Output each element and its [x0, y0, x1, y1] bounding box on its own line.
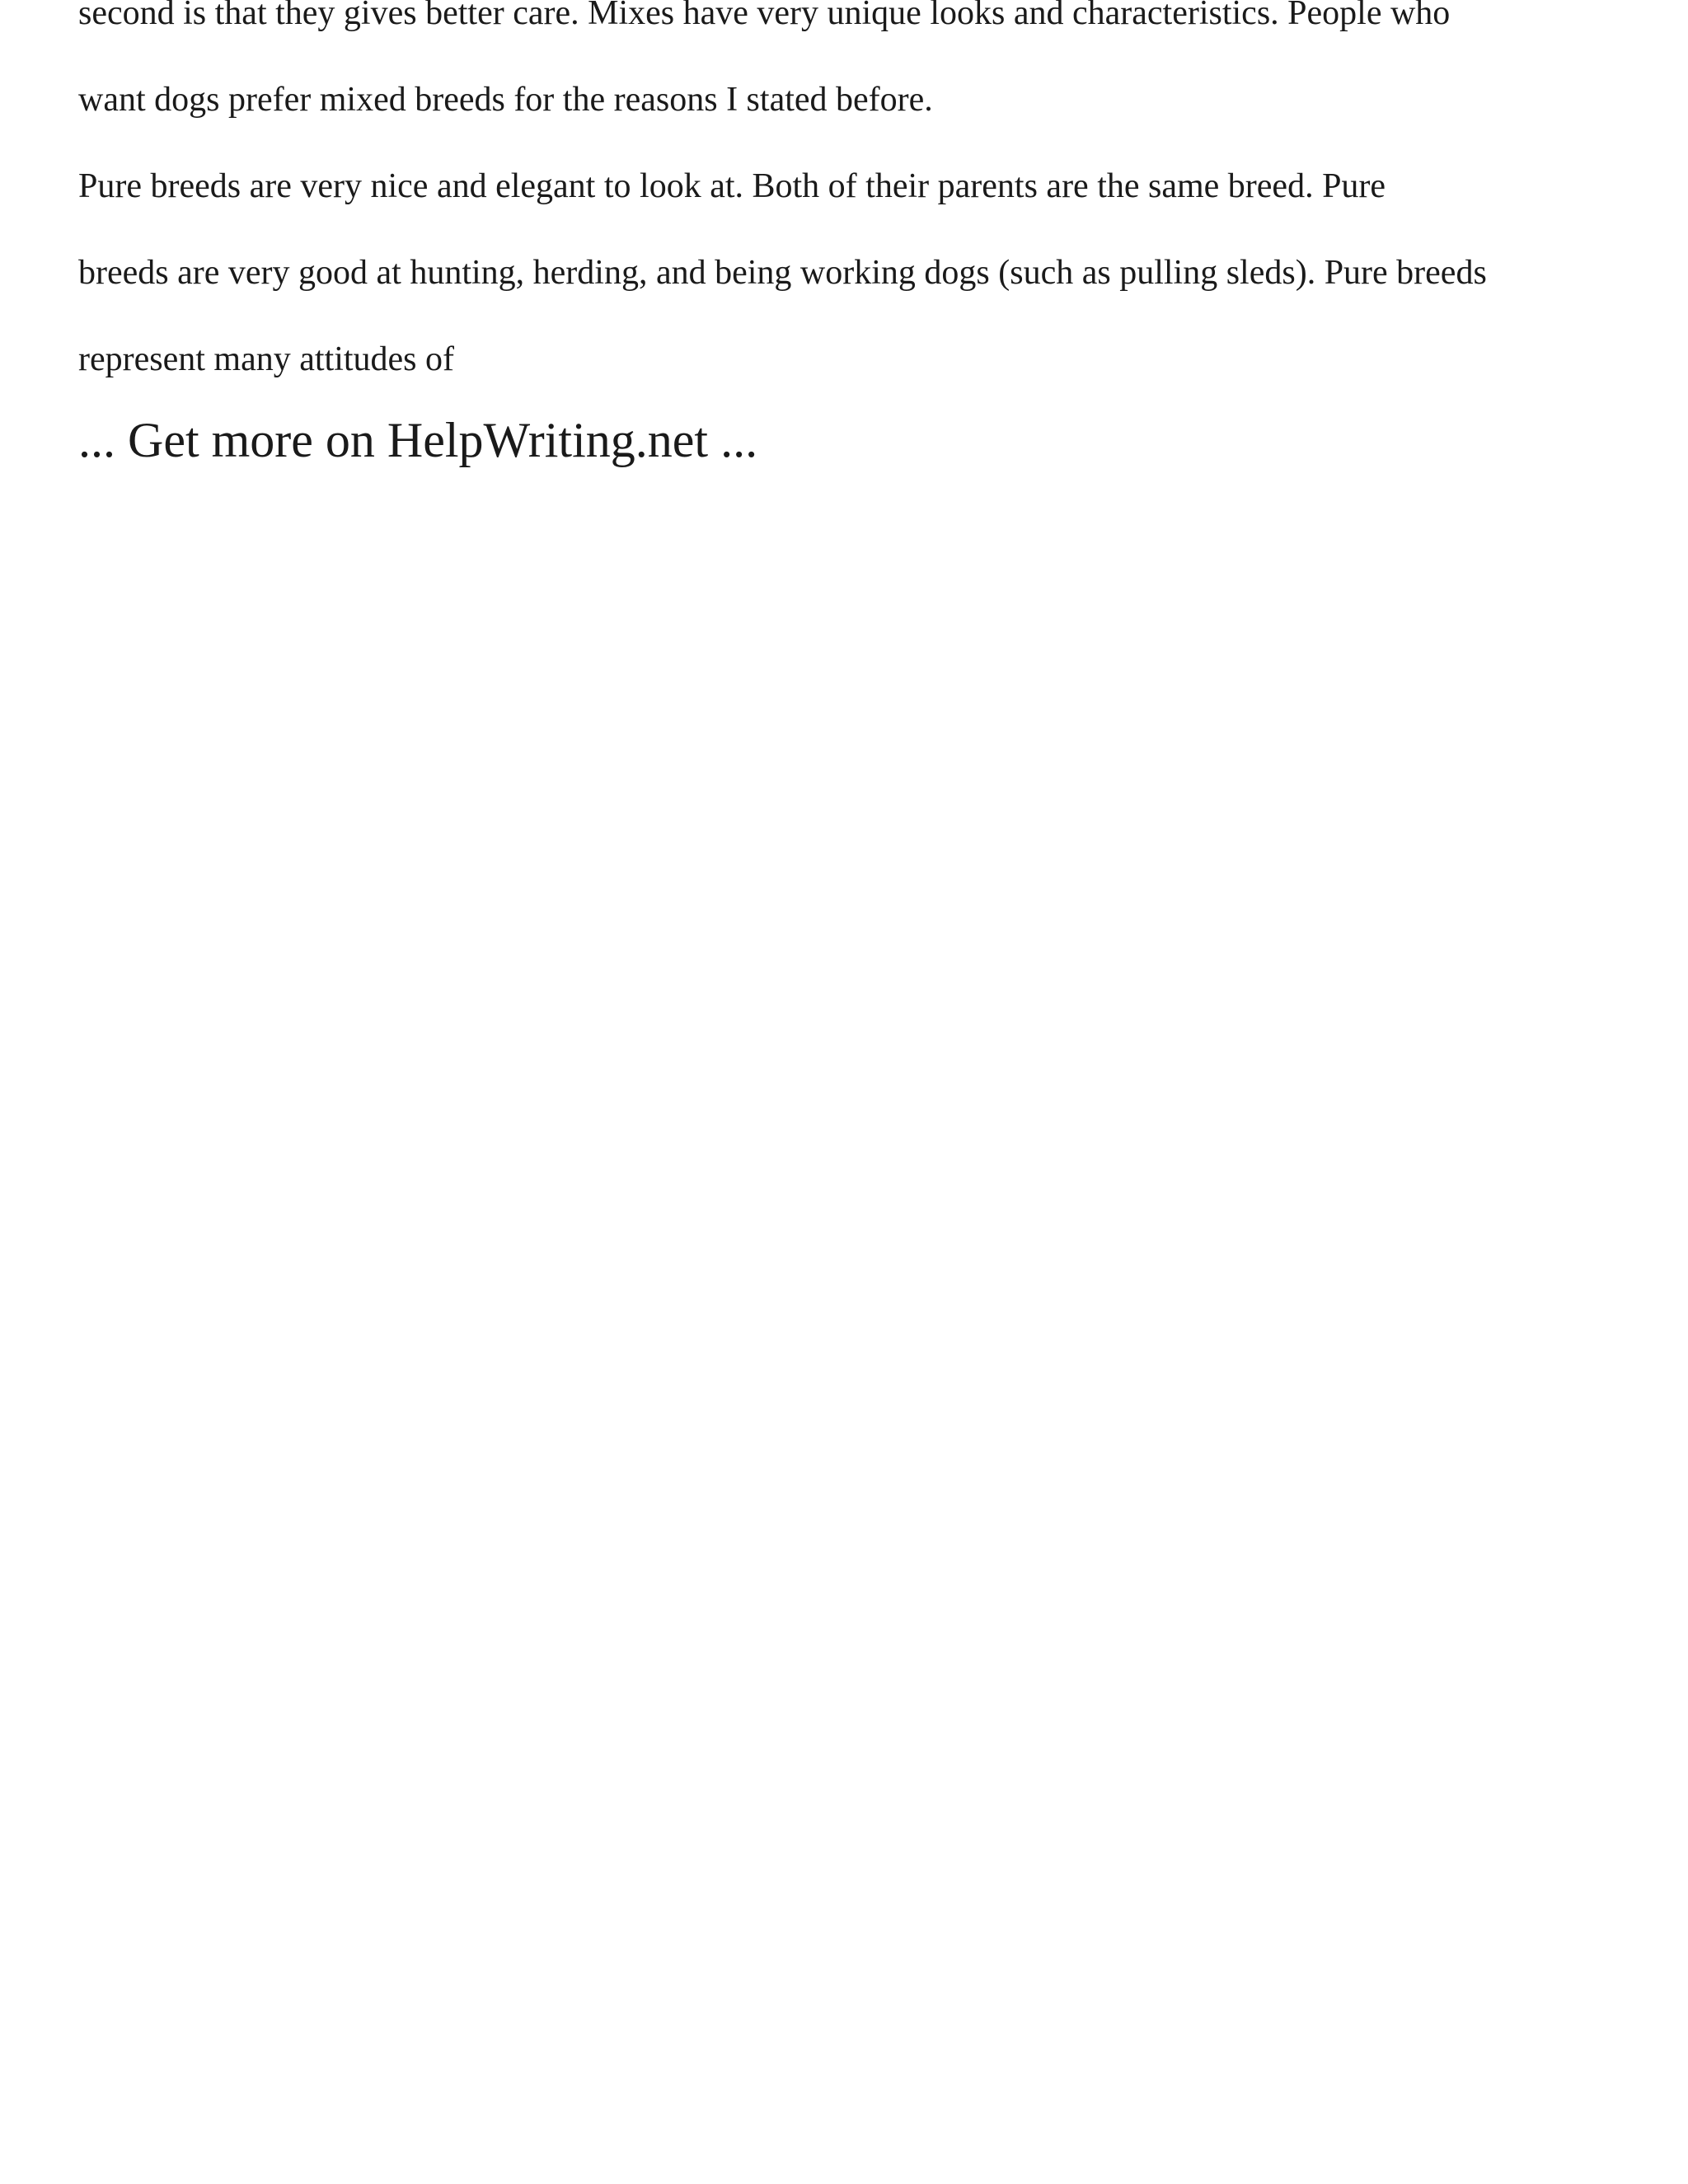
essay-line-4: breeds are very good at hunting, herding, and being working dogs (such as pulling sleds). Pure breeds [78, 254, 1487, 292]
get-more-link[interactable]: ... Get more on HelpWriting.net ... [78, 413, 758, 467]
essay-line-3: Pure breeds are very nice and elegant to look at. Both of their parents are the same breed. Pure [78, 167, 1386, 205]
essay-text [78, 0, 1644, 473]
essay-line-1: second is that they gives better care. Mixes have very unique looks and characteristics. People who [78, 0, 1451, 32]
essay-line-5: represent many attitudes of [78, 340, 455, 378]
essay-line-2: want dogs prefer mixed breeds for the reasons I stated before. [78, 81, 933, 119]
